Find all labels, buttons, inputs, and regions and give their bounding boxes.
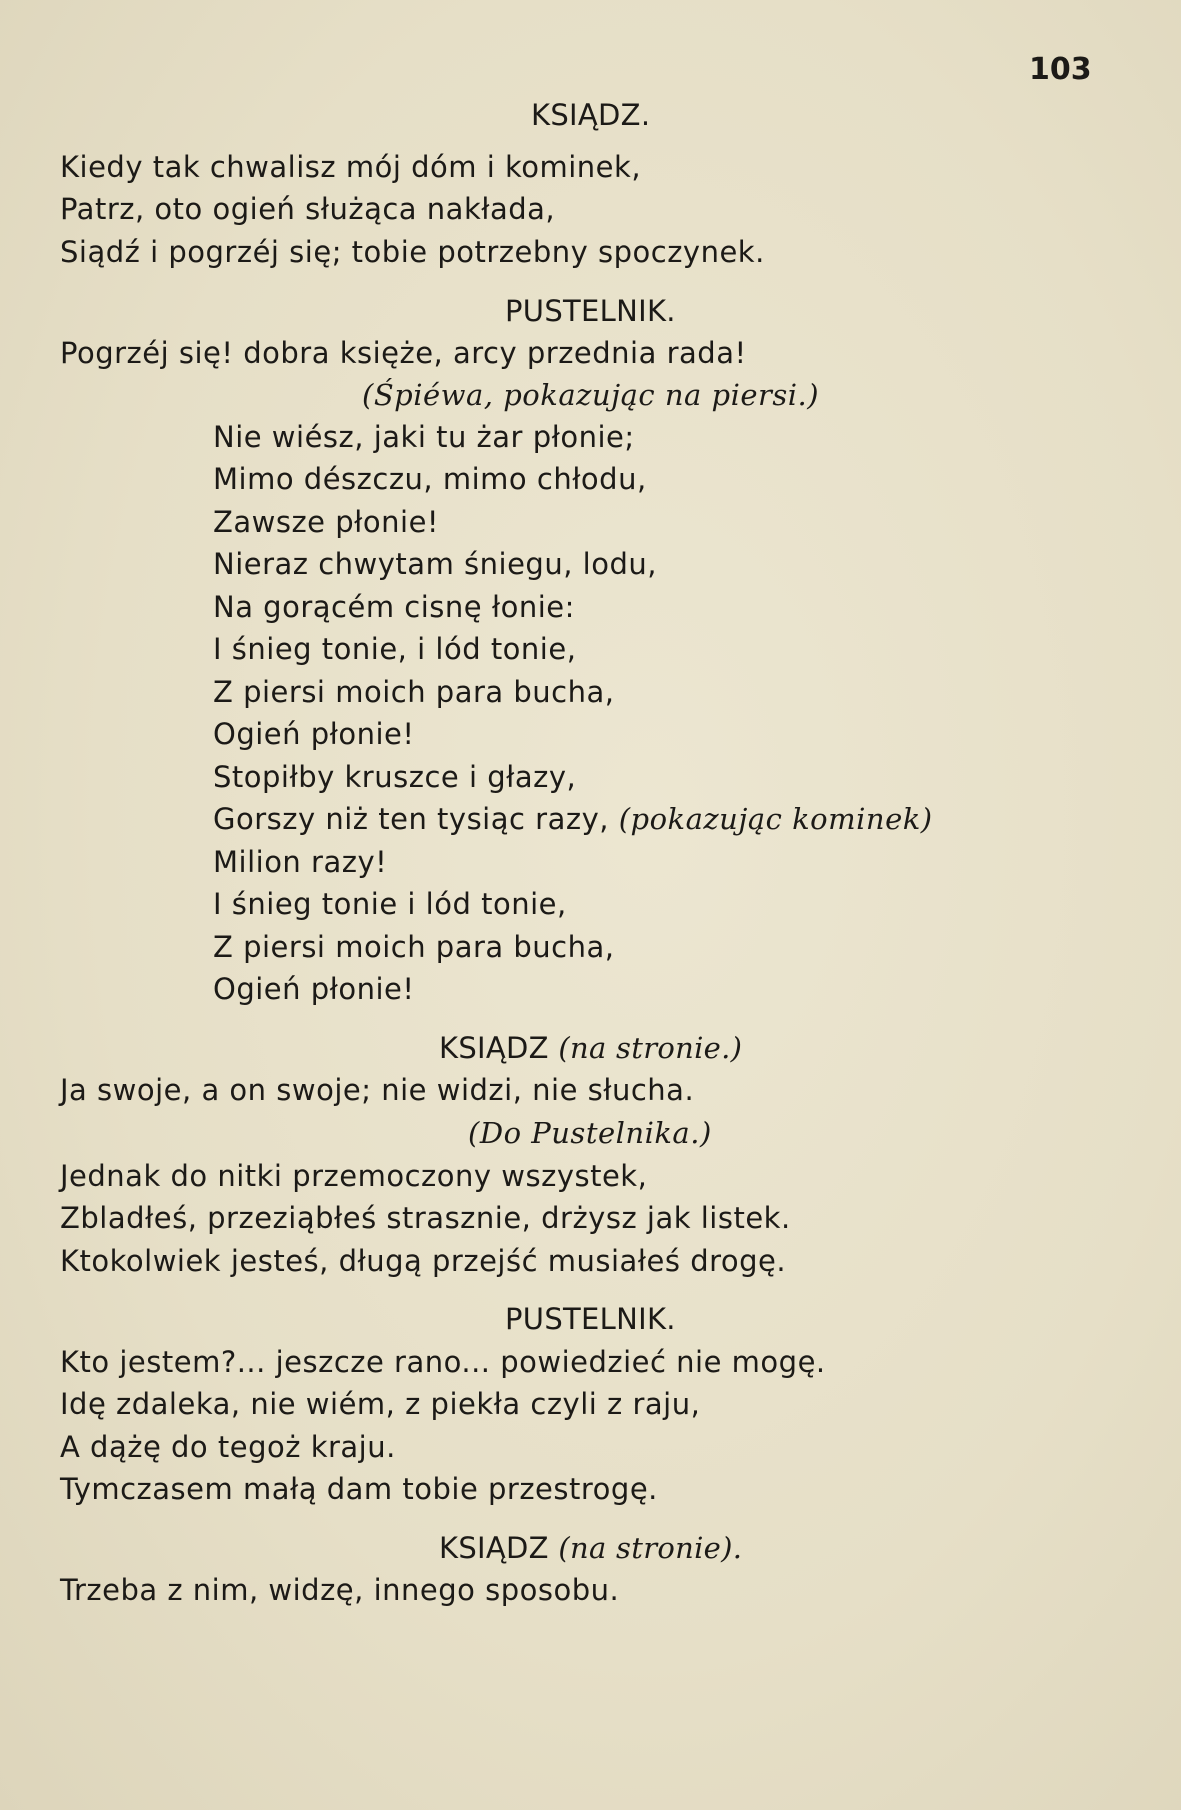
stage-direction: (na stronie.) xyxy=(558,1031,743,1065)
verse-line: Kiedy tak chwalisz mój dóm i kominek, xyxy=(60,150,642,184)
verse-line: Zbladłeś, przeziąbłeś strasznie, drżysz jak listek. xyxy=(60,1201,791,1235)
song-line: Z piersi moich para bucha, xyxy=(213,930,615,964)
speaker-line xyxy=(439,1031,742,1065)
speaker-name: PUSTELNIK. xyxy=(505,1302,676,1336)
verse-line: Patrz, oto ogień służąca nakłada, xyxy=(60,192,556,226)
verse-line: Idę zdaleka, nie wiém, z piekła czyli z raju, xyxy=(60,1387,701,1421)
stage-direction: (na stronie). xyxy=(558,1531,743,1565)
speaker-name: PUSTELNIK. xyxy=(505,294,676,328)
stage-direction: (Do Pustelnika.) xyxy=(468,1116,712,1150)
song-line: Milion razy! xyxy=(213,845,388,879)
page-number: 103 xyxy=(1029,52,1092,87)
verse-line: Trzeba z nim, widzę, innego sposobu. xyxy=(60,1573,620,1607)
verse-line: A dążę do tegoż kraju. xyxy=(60,1430,396,1464)
song-line: Stopiłby kruszce i głazy, xyxy=(213,760,577,794)
verse-line: Tymczasem małą dam tobie przestrogę. xyxy=(60,1472,658,1506)
song-line: I śnieg tonie, i lód tonie, xyxy=(213,632,577,666)
speaker-line xyxy=(439,1531,742,1565)
verse-line: Pogrzéj się! dobra księże, arcy przednia rada! xyxy=(60,336,747,370)
speaker-name: KSIĄDZ. xyxy=(531,98,651,132)
verse-line: Ktokolwiek jesteś, długą przejść musiałeś drogę. xyxy=(60,1244,787,1278)
song-line-text: Gorszy niż ten tysiąc razy, xyxy=(213,802,609,836)
song-line: Na gorącém cisnę łonie: xyxy=(213,590,575,624)
stage-direction: (pokazując kominek) xyxy=(618,802,933,836)
verse-line: Kto jestem?... jeszcze rano... powiedzieć nie mogę. xyxy=(60,1345,826,1379)
verse-line: Ja swoje, a on swoje; nie widzi, nie słucha. xyxy=(60,1073,695,1107)
speaker-name: KSIĄDZ xyxy=(439,1031,549,1065)
song-line: Ogień płonie! xyxy=(213,972,415,1006)
song-line: Zawsze płonie! xyxy=(213,505,440,539)
song-line: Mimo dészczu, mimo chłodu, xyxy=(213,462,647,496)
song-line: Nieraz chwytam śniegu, lodu, xyxy=(213,547,657,581)
verse-line: Jednak do nitki przemoczony wszystek, xyxy=(60,1159,648,1193)
verse-line: Siądź i pogrzéj się; tobie potrzebny spoczynek. xyxy=(60,235,765,269)
song-line: Z piersi moich para bucha, xyxy=(213,675,615,709)
song-line: I śnieg tonie i lód tonie, xyxy=(213,887,567,921)
song-line xyxy=(213,802,933,836)
speaker-name: KSIĄDZ xyxy=(439,1531,549,1565)
stage-direction: (Śpiéwa, pokazując na piersi.) xyxy=(362,378,820,412)
song-line: Nie wiész, jaki tu żar płonie; xyxy=(213,420,635,454)
song-line: Ogień płonie! xyxy=(213,717,415,751)
